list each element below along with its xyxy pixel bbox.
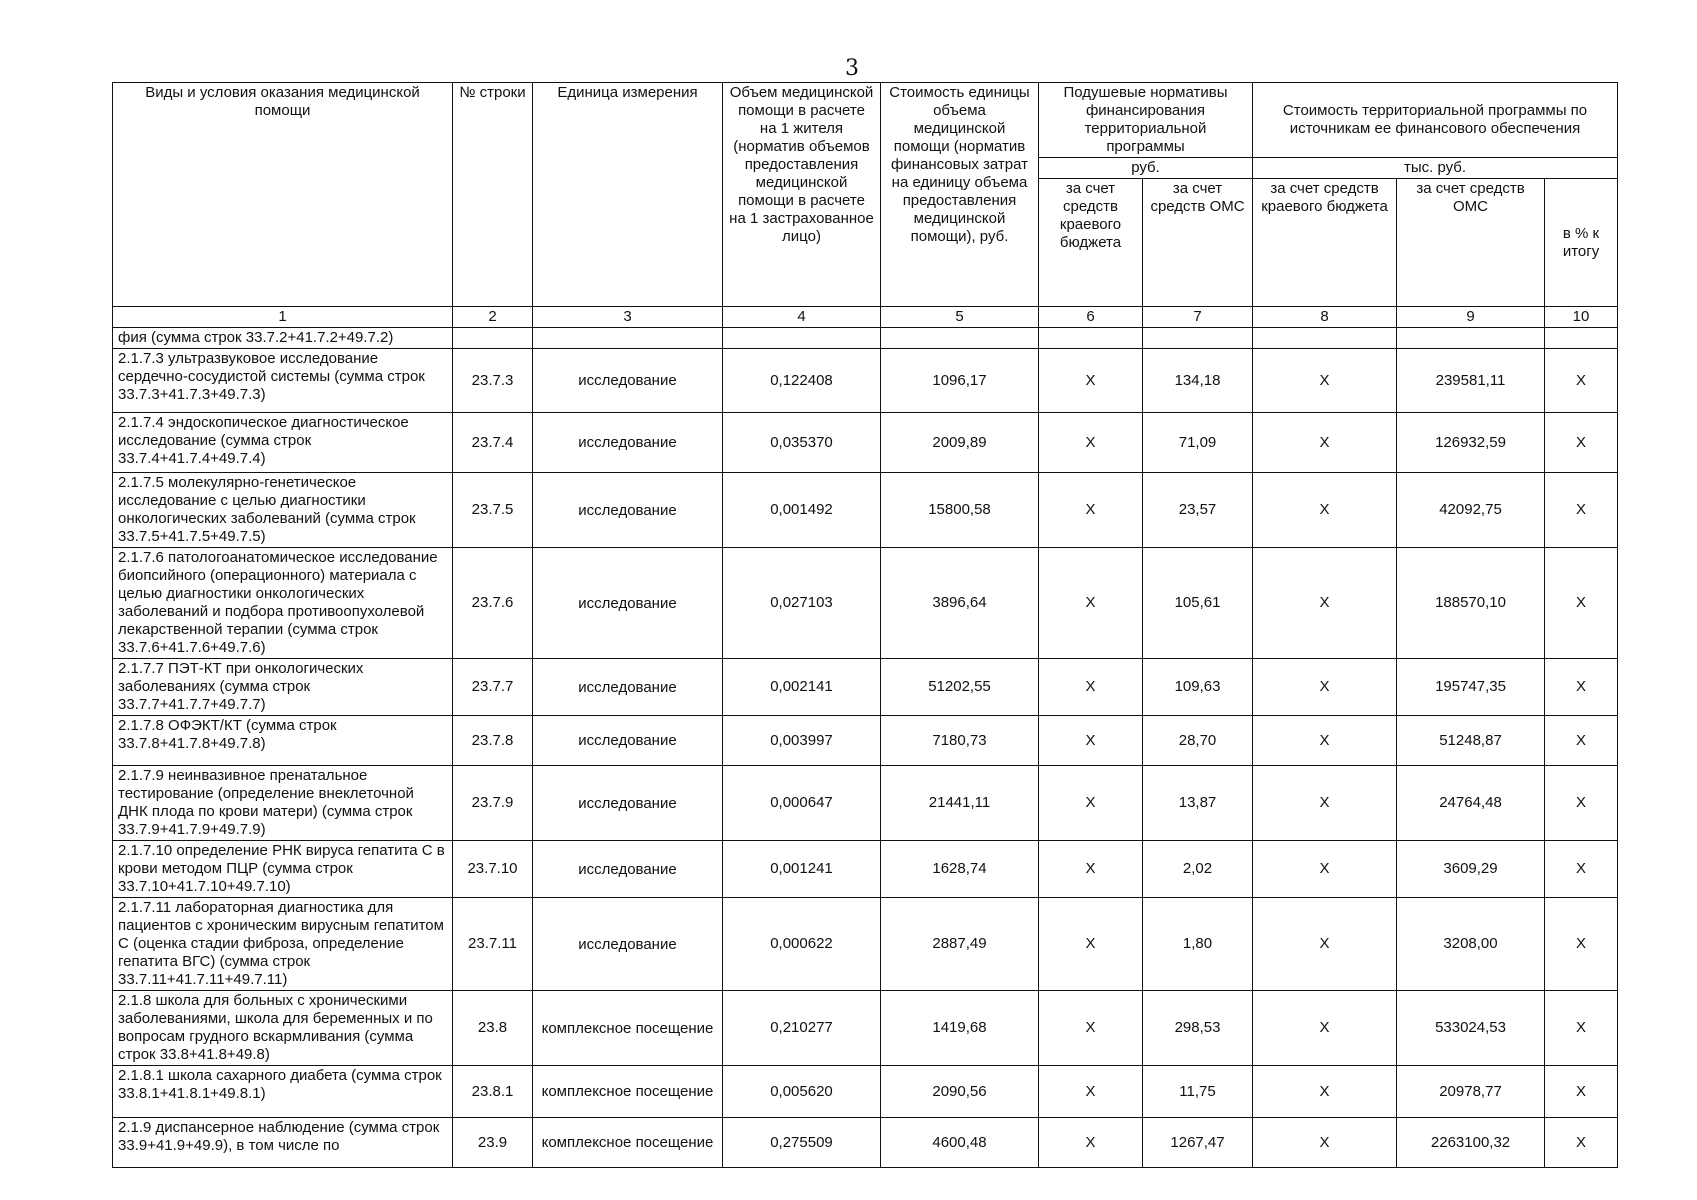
row-norm-oms: 11,75 — [1143, 1066, 1253, 1118]
row-norm-budget: Х — [1039, 1118, 1143, 1168]
column-number: 1 — [113, 307, 453, 328]
row-norm-oms: 134,18 — [1143, 349, 1253, 413]
row-volume: 0,210277 — [723, 991, 881, 1066]
row-norm-oms: 2,02 — [1143, 841, 1253, 898]
row-line-number: 23.7.4 — [453, 413, 533, 473]
row-total-oms: 2263100,32 — [1397, 1118, 1545, 1168]
header-cost-unit: тыс. руб. — [1253, 158, 1618, 179]
table-row — [113, 473, 1618, 548]
row-total-budget: Х — [1253, 766, 1397, 841]
row-norm-oms: 23,57 — [1143, 473, 1253, 548]
header-norms-unit: руб. — [1039, 158, 1253, 179]
financing-table — [112, 82, 1618, 1168]
row-description: 2.1.7.7 ПЭТ-КТ при онкологических заболеваниях (сумма строк 33.7.7+41.7.7+49.7.7) — [113, 659, 453, 716]
row-description: 2.1.7.5 молекулярно-генетическое исследование с целью диагностики онкологических заболеваний (сумма строк 33.7.5+41.7.5+49.7.5) — [113, 473, 453, 548]
table-row — [113, 898, 1618, 991]
row-total-oms: 188570,10 — [1397, 548, 1545, 659]
row-total-oms: 3208,00 — [1397, 898, 1545, 991]
row-line-number: 23.7.8 — [453, 716, 533, 766]
row-unit-cost: 1096,17 — [881, 349, 1039, 413]
row-volume: 0,001492 — [723, 473, 881, 548]
table-row — [113, 1118, 1618, 1168]
row-norm-oms: 109,63 — [1143, 659, 1253, 716]
row-volume: 0,027103 — [723, 548, 881, 659]
row-volume: 0,035370 — [723, 413, 881, 473]
row-norm-budget: Х — [1039, 716, 1143, 766]
row-percent: Х — [1545, 473, 1618, 548]
page-number: 3 — [845, 56, 859, 81]
row-description: 2.1.7.4 эндоскопическое диагностическое исследование (сумма строк 33.7.4+41.7.4+49.7.4) — [113, 413, 453, 473]
header-total-budget: за счет средств краевого бюджета — [1253, 179, 1397, 307]
row-total-budget: Х — [1253, 659, 1397, 716]
header-unit-cost: Стоимость единицы объема медицинской помощи (норматив финансовых затрат на единицу объема предоставления медицинской помощи), руб. — [881, 83, 1039, 307]
header-norm-oms: за счет средств ОМС — [1143, 179, 1253, 307]
row-norm-oms: 1,80 — [1143, 898, 1253, 991]
row-line-number: 23.7.10 — [453, 841, 533, 898]
row-unit-cost: 4600,48 — [881, 1118, 1039, 1168]
row-percent: Х — [1545, 991, 1618, 1066]
row-line-number: 23.8.1 — [453, 1066, 533, 1118]
row-percent: Х — [1545, 548, 1618, 659]
row-total-oms: 195747,35 — [1397, 659, 1545, 716]
table-row — [113, 548, 1618, 659]
header-per-capita-norms: Подушевые нормативы финансирования территориальной программы — [1039, 83, 1253, 158]
table-row — [113, 716, 1618, 766]
row-total-budget: Х — [1253, 548, 1397, 659]
row-total-oms: 3609,29 — [1397, 841, 1545, 898]
row-total-budget: Х — [1253, 991, 1397, 1066]
table-row — [113, 1066, 1618, 1118]
row-percent: Х — [1545, 898, 1618, 991]
row-norm-oms: 1267,47 — [1143, 1118, 1253, 1168]
row-volume: 0,003997 — [723, 716, 881, 766]
row-total-budget: Х — [1253, 1118, 1397, 1168]
column-number: 8 — [1253, 307, 1397, 328]
column-number: 7 — [1143, 307, 1253, 328]
row-unit: исследование — [533, 841, 723, 898]
row-description: 2.1.7.6 патологоанатомическое исследование биопсийного (операционного) материала с целью диагностики онкологических заболеваний и подбора противоопухолевой лекарственной терапии (сумма строк 33.7.6+41.7.6+49.7.6) — [113, 548, 453, 659]
row-percent: Х — [1545, 349, 1618, 413]
row-norm-budget: Х — [1039, 473, 1143, 548]
table-row — [113, 991, 1618, 1066]
continuation-row — [113, 328, 1618, 349]
row-line-number: 23.7.3 — [453, 349, 533, 413]
row-norm-budget: Х — [1039, 1066, 1143, 1118]
column-number: 10 — [1545, 307, 1618, 328]
row-description: 2.1.7.3 ультразвуковое исследование сердечно-сосудистой системы (сумма строк 33.7.3+41.7.3+49.7.3) — [113, 349, 453, 413]
header-program-cost: Стоимость территориальной программы по источникам ее финансового обеспечения — [1253, 83, 1618, 158]
row-total-budget: Х — [1253, 1066, 1397, 1118]
row-line-number: 23.7.11 — [453, 898, 533, 991]
row-description: 2.1.8.1 школа сахарного диабета (сумма строк 33.8.1+41.8.1+49.8.1) — [113, 1066, 453, 1118]
table-row — [113, 766, 1618, 841]
row-unit: исследование — [533, 413, 723, 473]
row-norm-oms: 298,53 — [1143, 991, 1253, 1066]
row-volume: 0,005620 — [723, 1066, 881, 1118]
row-unit-cost: 2887,49 — [881, 898, 1039, 991]
row-unit-cost: 3896,64 — [881, 548, 1039, 659]
row-description: 2.1.7.10 определение РНК вируса гепатита С в крови методом ПЦР (сумма строк 33.7.10+41.7.10+49.7.10) — [113, 841, 453, 898]
row-unit-cost: 7180,73 — [881, 716, 1039, 766]
row-total-budget: Х — [1253, 349, 1397, 413]
row-volume: 0,275509 — [723, 1118, 881, 1168]
row-unit-cost: 21441,11 — [881, 766, 1039, 841]
row-total-oms: 239581,11 — [1397, 349, 1545, 413]
row-total-oms: 533024,53 — [1397, 991, 1545, 1066]
row-total-budget: Х — [1253, 841, 1397, 898]
row-norm-budget: Х — [1039, 898, 1143, 991]
row-norm-budget: Х — [1039, 659, 1143, 716]
row-percent: Х — [1545, 1118, 1618, 1168]
row-unit: исследование — [533, 898, 723, 991]
row-volume: 0,001241 — [723, 841, 881, 898]
row-percent: Х — [1545, 413, 1618, 473]
row-description: 2.1.8 школа для больных с хроническими заболеваниями, школа для беременных и по вопросам грудного вскармливания (сумма строк 33.8+41.8+49.8) — [113, 991, 453, 1066]
row-volume: 0,000647 — [723, 766, 881, 841]
header-total-oms: за счет средств ОМС — [1397, 179, 1545, 307]
row-total-budget: Х — [1253, 898, 1397, 991]
row-volume: 0,122408 — [723, 349, 881, 413]
row-norm-oms: 71,09 — [1143, 413, 1253, 473]
row-line-number: 23.9 — [453, 1118, 533, 1168]
row-unit: исследование — [533, 766, 723, 841]
row-unit: исследование — [533, 349, 723, 413]
row-unit-cost: 1628,74 — [881, 841, 1039, 898]
row-total-oms: 24764,48 — [1397, 766, 1545, 841]
column-number: 5 — [881, 307, 1039, 328]
row-norm-oms: 105,61 — [1143, 548, 1253, 659]
row-percent: Х — [1545, 659, 1618, 716]
table-row — [113, 413, 1618, 473]
row-description: 2.1.7.8 ОФЭКТ/КТ (сумма строк 33.7.8+41.7.8+49.7.8) — [113, 716, 453, 766]
column-number: 9 — [1397, 307, 1545, 328]
header-percent: в % к итогу — [1545, 179, 1618, 307]
row-line-number: 23.7.6 — [453, 548, 533, 659]
row-unit-cost: 2090,56 — [881, 1066, 1039, 1118]
column-number: 4 — [723, 307, 881, 328]
row-percent: Х — [1545, 1066, 1618, 1118]
row-total-oms: 126932,59 — [1397, 413, 1545, 473]
row-unit-cost: 1419,68 — [881, 991, 1039, 1066]
row-line-number: 23.7.5 — [453, 473, 533, 548]
row-norm-budget: Х — [1039, 349, 1143, 413]
header-kinds: Виды и условия оказания медицинской помощи — [113, 83, 453, 307]
row-line-number: 23.7.7 — [453, 659, 533, 716]
row-unit: комплексное посещение — [533, 991, 723, 1066]
row-norm-budget: Х — [1039, 766, 1143, 841]
column-number: 6 — [1039, 307, 1143, 328]
row-total-oms: 20978,77 — [1397, 1066, 1545, 1118]
row-unit: исследование — [533, 548, 723, 659]
header-line-number: № строки — [453, 83, 533, 307]
row-unit-cost: 15800,58 — [881, 473, 1039, 548]
row-norm-budget: Х — [1039, 991, 1143, 1066]
row-norm-oms: 28,70 — [1143, 716, 1253, 766]
row-line-number: 23.8 — [453, 991, 533, 1066]
row-unit: комплексное посещение — [533, 1118, 723, 1168]
row-total-oms: 51248,87 — [1397, 716, 1545, 766]
row-norm-oms: 13,87 — [1143, 766, 1253, 841]
row-percent: Х — [1545, 716, 1618, 766]
row-total-budget: Х — [1253, 716, 1397, 766]
row-total-budget: Х — [1253, 413, 1397, 473]
header-unit: Единица измерения — [533, 83, 723, 307]
row-volume: 0,000622 — [723, 898, 881, 991]
row-norm-budget: Х — [1039, 413, 1143, 473]
row-norm-budget: Х — [1039, 548, 1143, 659]
row-norm-budget: Х — [1039, 841, 1143, 898]
row-unit: исследование — [533, 659, 723, 716]
row-total-oms: 42092,75 — [1397, 473, 1545, 548]
row-volume: 0,002141 — [723, 659, 881, 716]
row-unit: исследование — [533, 473, 723, 548]
header-volume: Объем медицинской помощи в расчете на 1 жителя (норматив объемов предоставления медицинской помощи в расчете на 1 застрахованное лицо) — [723, 83, 881, 307]
row-description: 2.1.9 диспансерное наблюдение (сумма строк 33.9+41.9+49.9), в том числе по — [113, 1118, 453, 1168]
row-unit: исследование — [533, 716, 723, 766]
header-norm-budget: за счет средств краевого бюджета — [1039, 179, 1143, 307]
row-line-number: 23.7.9 — [453, 766, 533, 841]
table-row — [113, 349, 1618, 413]
row-percent: Х — [1545, 841, 1618, 898]
table-row — [113, 659, 1618, 716]
column-number: 2 — [453, 307, 533, 328]
row-unit: комплексное посещение — [533, 1066, 723, 1118]
row-unit-cost: 2009,89 — [881, 413, 1039, 473]
table-row — [113, 841, 1618, 898]
row-percent: Х — [1545, 766, 1618, 841]
row-description: 2.1.7.9 неинвазивное пренатальное тестирование (определение внеклеточной ДНК плода по крови матери) (сумма строк 33.7.9+41.7.9+49.7.9) — [113, 766, 453, 841]
row-unit-cost: 51202,55 — [881, 659, 1039, 716]
column-number-row — [113, 307, 1618, 328]
row-description: 2.1.7.11 лабораторная диагностика для пациентов с хроническим вирусным гепатитом С (оценка стадии фиброза, определение гепатита ВГС) (сумма строк 33.7.11+41.7.11+49.7.11) — [113, 898, 453, 991]
row-total-budget: Х — [1253, 473, 1397, 548]
continuation-text: фия (сумма строк 33.7.2+41.7.2+49.7.2) — [113, 328, 453, 349]
column-number: 3 — [533, 307, 723, 328]
